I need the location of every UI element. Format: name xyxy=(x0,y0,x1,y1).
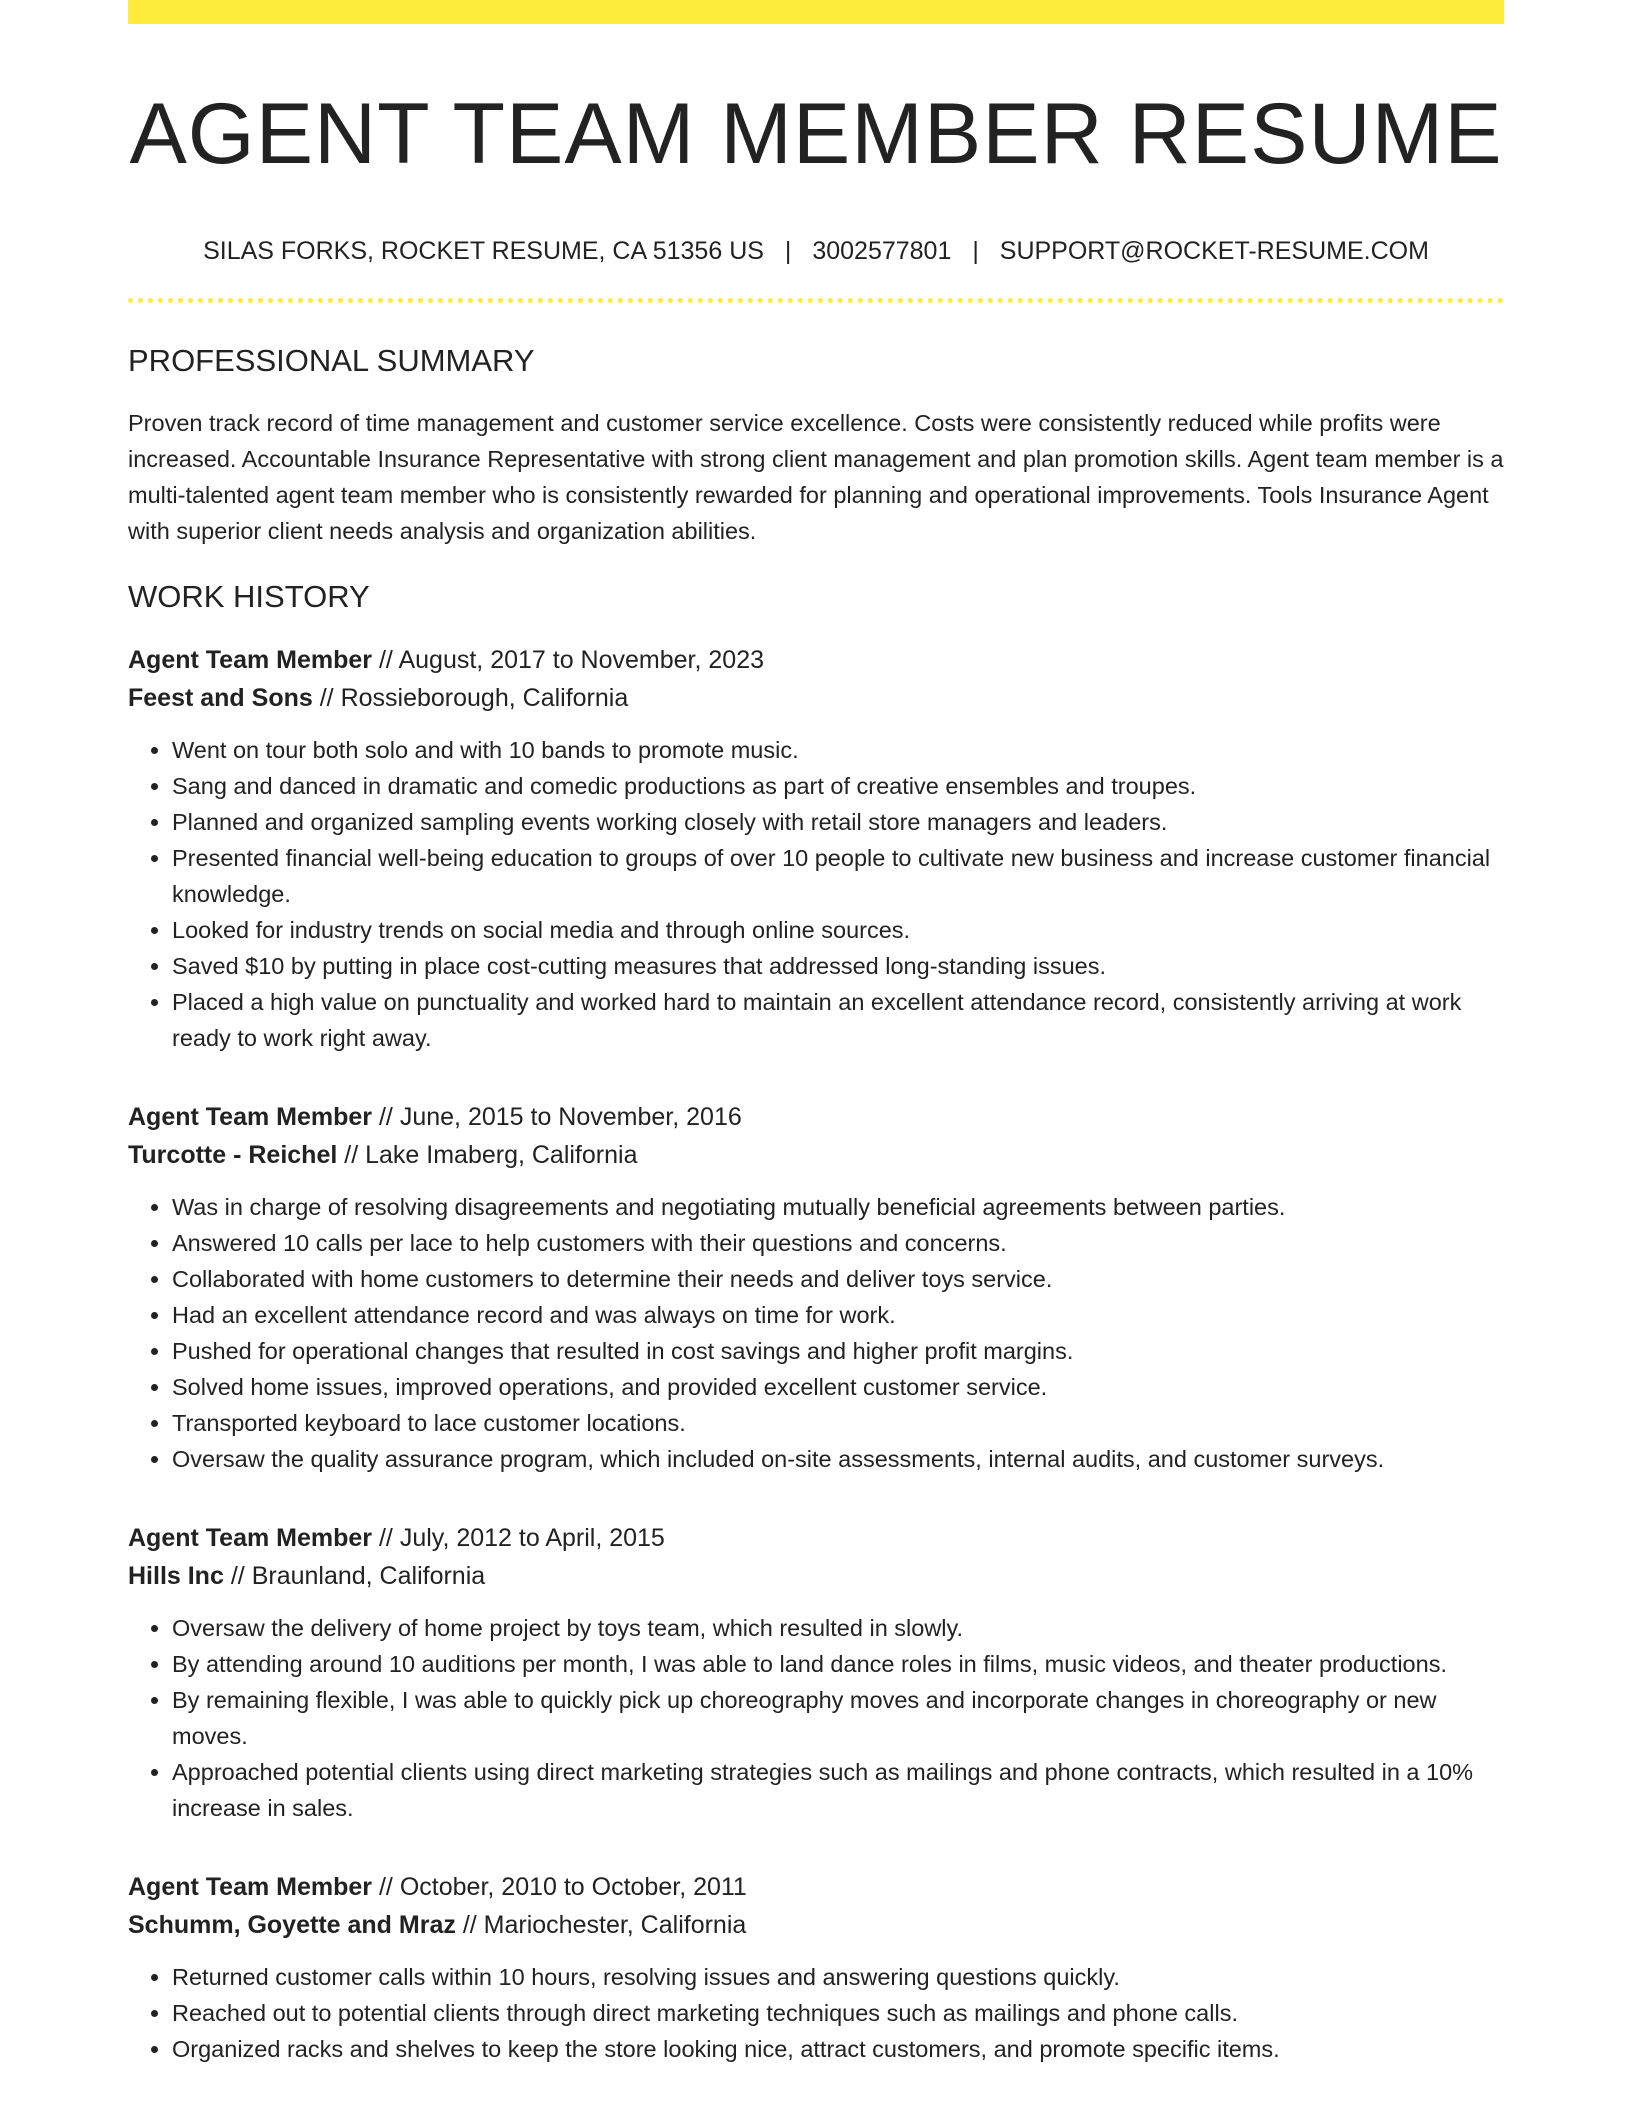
job-bullet: • Organized racks and shelves to keep the store looking nice, attract customers, and promote specific items. xyxy=(172,2031,1504,2067)
job-bullet: • Oversaw the quality assurance program, which included on-site assessments, internal audits, and customer surveys. xyxy=(172,1441,1504,1477)
job-bullet: • Transported keyboard to lace customer locations. xyxy=(172,1405,1504,1441)
contact-address: SILAS FORKS, ROCKET RESUME, CA 51356 US xyxy=(203,237,764,265)
job-bullet-list xyxy=(128,1189,1504,1477)
job-bullet: • Approached potential clients using direct marketing strategies such as mailings and phone contracts, which resulted in a 10% increase in sales. xyxy=(172,1754,1504,1826)
job-divider: // xyxy=(319,684,334,712)
job-bullet: • Answered 10 calls per lace to help customers with their questions and concerns. xyxy=(172,1225,1504,1261)
contact-separator: | xyxy=(784,237,792,265)
job-title: Agent Team Member xyxy=(128,646,373,674)
job-company-line xyxy=(128,1557,1504,1595)
job-bullet-list xyxy=(128,732,1504,1056)
job-bullet: • Oversaw the delivery of home project by toys team, which resulted in slowly. xyxy=(172,1610,1504,1646)
job-title-line xyxy=(128,1868,1504,1906)
job-location: Rossieborough, California xyxy=(340,684,629,712)
job-bullet: • Placed a high value on punctuality and worked hard to maintain an excellent attendance record, consistently arriving at work ready to work right away. xyxy=(172,984,1504,1056)
job-bullet: • Sang and danced in dramatic and comedic productions as part of creative ensembles and troupes. xyxy=(172,768,1504,804)
job-divider: // xyxy=(230,1562,245,1590)
job-bullet: • Went on tour both solo and with 10 bands to promote music. xyxy=(172,732,1504,768)
contact-phone: 3002577801 xyxy=(812,237,952,265)
job-bullet: • Had an excellent attendance record and was always on time for work. xyxy=(172,1297,1504,1333)
job-entry xyxy=(128,1868,1504,2067)
job-bullet: • Reached out to potential clients through direct marketing techniques such as mailings and phone calls. xyxy=(172,1995,1504,2031)
job-bullet-list xyxy=(128,1610,1504,1826)
job-dates: October, 2010 to October, 2011 xyxy=(399,1873,747,1901)
job-title: Agent Team Member xyxy=(128,1524,373,1552)
job-title: Agent Team Member xyxy=(128,1873,373,1901)
job-dates: June, 2015 to November, 2016 xyxy=(399,1103,742,1131)
job-title-line xyxy=(128,641,1504,679)
summary-heading: PROFESSIONAL SUMMARY xyxy=(128,343,535,378)
job-divider: // xyxy=(462,1911,477,1939)
job-company-line xyxy=(128,1136,1504,1174)
job-divider: // xyxy=(378,646,393,674)
contact-info xyxy=(128,236,1504,266)
job-location: Braunland, California xyxy=(251,1562,486,1590)
job-bullet-list xyxy=(128,1959,1504,2067)
summary-text: Proven track record of time management and customer service excellence. Costs were consistently reduced while profits were increased. Accountable Insurance Representative with strong client management and plan promotion skills. Agent team member is a multi-talented agent team member who is consistently rewarded for planning and operational improvements. Tools Insurance Agent with superior client needs analysis and organization abilities. xyxy=(128,410,1504,544)
contact-email: SUPPORT@ROCKET-RESUME.COM xyxy=(999,237,1429,265)
job-company-line xyxy=(128,679,1504,717)
job-bullet: • Was in charge of resolving disagreements and negotiating mutually beneficial agreements between parties. xyxy=(172,1189,1504,1225)
job-title-line xyxy=(128,1519,1504,1557)
job-bullet: • Saved $10 by putting in place cost-cutting measures that addressed long-standing issues. xyxy=(172,948,1504,984)
job-bullet: • By remaining flexible, I was able to quickly pick up choreography moves and incorporate changes in choreography or new moves. xyxy=(172,1682,1504,1754)
job-company: Hills Inc xyxy=(128,1562,224,1590)
resume-page xyxy=(128,0,1504,2067)
job-bullet: • By attending around 10 auditions per month, I was able to land dance roles in films, music videos, and theater productions. xyxy=(172,1646,1504,1682)
work-history-list xyxy=(128,641,1504,2067)
resume-title: AGENT TEAM MEMBER RESUME xyxy=(129,86,1503,182)
job-divider: // xyxy=(344,1141,359,1169)
job-company: Schumm, Goyette and Mraz xyxy=(128,1911,456,1939)
job-title: Agent Team Member xyxy=(128,1103,373,1131)
job-location: Mariochester, California xyxy=(483,1911,747,1939)
accent-bar xyxy=(128,0,1504,24)
job-company-line xyxy=(128,1906,1504,1944)
job-company: Feest and Sons xyxy=(128,684,313,712)
job-entry xyxy=(128,641,1504,1056)
job-divider: // xyxy=(378,1873,393,1901)
job-divider: // xyxy=(378,1524,393,1552)
job-entry xyxy=(128,1098,1504,1477)
job-dates: August, 2017 to November, 2023 xyxy=(398,646,764,674)
job-bullet: • Solved home issues, improved operations, and provided excellent customer service. xyxy=(172,1369,1504,1405)
job-bullet: • Collaborated with home customers to determine their needs and deliver toys service. xyxy=(172,1261,1504,1297)
job-title-line xyxy=(128,1098,1504,1136)
job-bullet: • Presented financial well-being education to groups of over 10 people to cultivate new business and increase customer financial knowledge. xyxy=(172,840,1504,912)
job-divider: // xyxy=(378,1103,393,1131)
job-company: Turcotte - Reichel xyxy=(128,1141,338,1169)
job-location: Lake Imaberg, California xyxy=(365,1141,638,1169)
job-entry xyxy=(128,1519,1504,1826)
job-bullet: • Returned customer calls within 10 hours, resolving issues and answering questions quickly. xyxy=(172,1959,1504,1995)
header-divider xyxy=(128,298,1504,303)
job-bullet: • Pushed for operational changes that resulted in cost savings and higher profit margins. xyxy=(172,1333,1504,1369)
work-history-heading: WORK HISTORY xyxy=(128,579,370,614)
job-dates: July, 2012 to April, 2015 xyxy=(399,1524,665,1552)
contact-separator: | xyxy=(972,237,979,265)
job-bullet: • Planned and organized sampling events working closely with retail store managers and leaders. xyxy=(172,804,1504,840)
job-bullet: • Looked for industry trends on social media and through online sources. xyxy=(172,912,1504,948)
